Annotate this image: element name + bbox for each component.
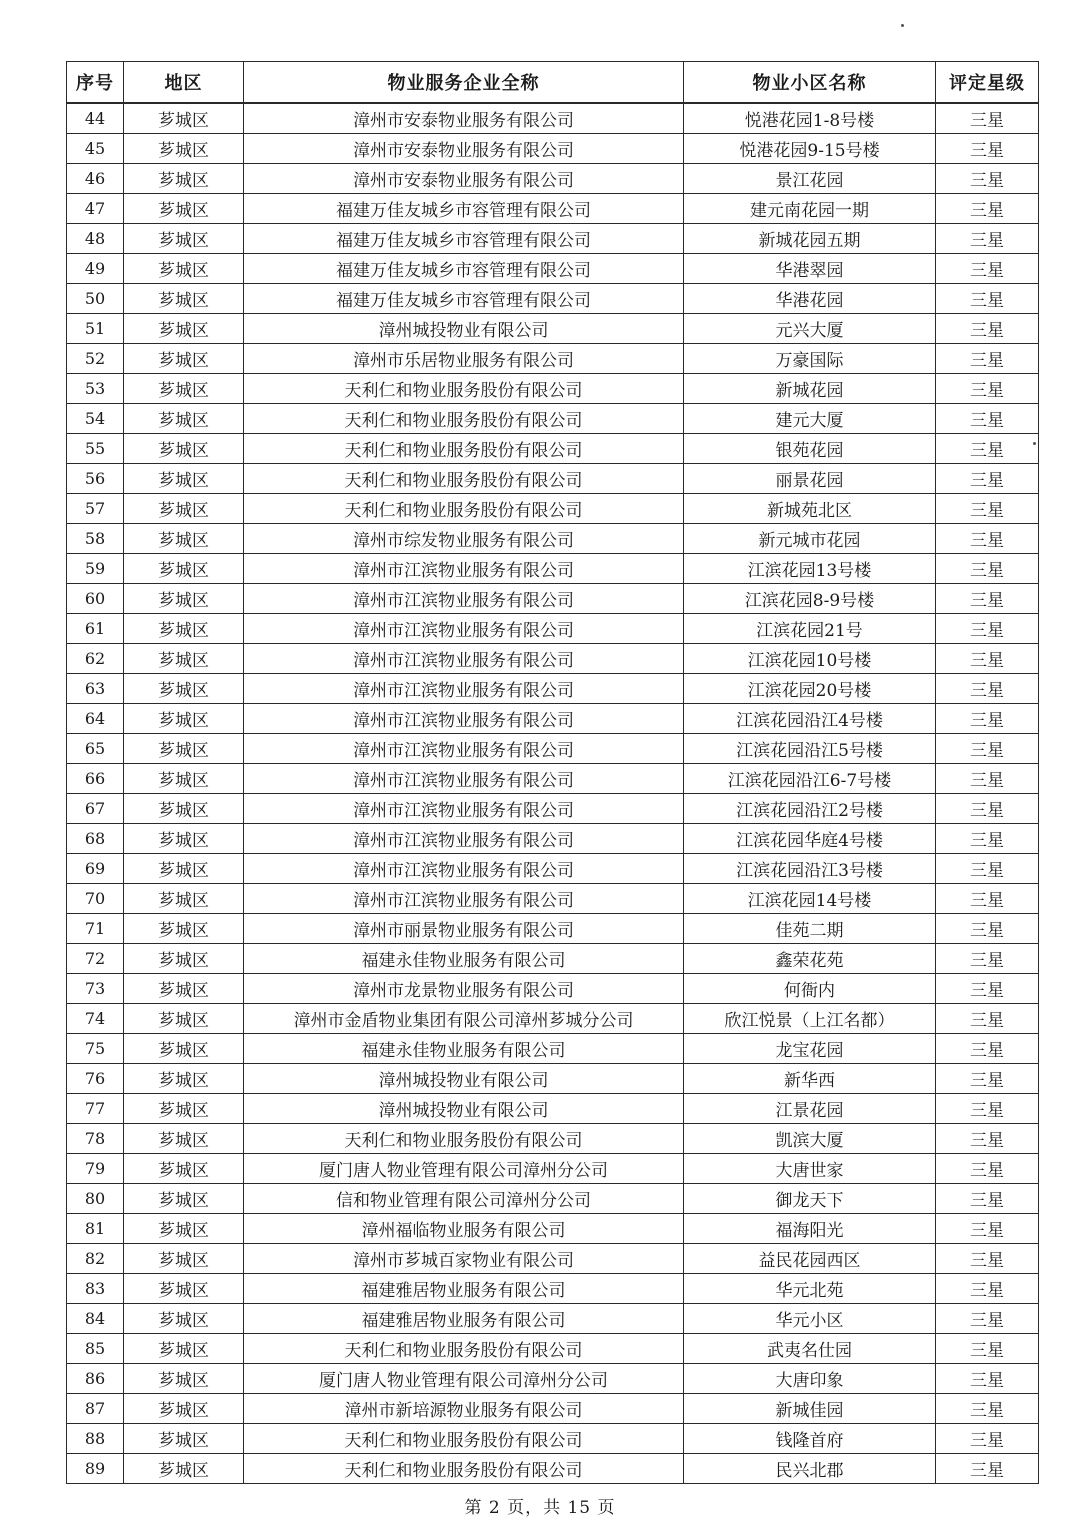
cell-region: 芗城区 [124,103,244,134]
cell-community: 银苑花园 [684,434,936,464]
table-row [67,103,1039,134]
cell-rating: 三星 [936,314,1039,344]
cell-community: 江滨花园沿江6-7号楼 [684,764,936,794]
table-row [67,1424,1039,1454]
cell-company: 漳州市安泰物业服务有限公司 [244,134,684,164]
cell-rating: 三星 [936,674,1039,704]
cell-rating: 三星 [936,1364,1039,1394]
cell-community: 华元北苑 [684,1274,936,1304]
cell-rating: 三星 [936,164,1039,194]
cell-region: 芗城区 [124,944,244,974]
table-row [67,344,1039,374]
cell-community: 大唐印象 [684,1364,936,1394]
cell-community: 江滨花园21号 [684,614,936,644]
cell-region: 芗城区 [124,1004,244,1034]
cell-rating: 三星 [936,794,1039,824]
table-row [67,1004,1039,1034]
cell-company: 福建永佳物业服务有限公司 [244,1034,684,1064]
cell-community: 御龙天下 [684,1184,936,1214]
table-row [67,1064,1039,1094]
cell-rating: 三星 [936,434,1039,464]
cell-region: 芗城区 [124,194,244,224]
cell-company: 漳州市金盾物业集团有限公司漳州芗城分公司 [244,1004,684,1034]
table-body [67,103,1039,1484]
cell-community: 武夷名仕园 [684,1334,936,1364]
table-row [67,404,1039,434]
cell-index: 68 [67,824,124,854]
table-row [67,194,1039,224]
header-index: 序号 [67,62,124,104]
cell-community: 元兴大厦 [684,314,936,344]
cell-index: 67 [67,794,124,824]
table-row [67,1394,1039,1424]
cell-community: 佳苑二期 [684,914,936,944]
cell-community: 江滨花园14号楼 [684,884,936,914]
cell-company: 漳州市江滨物业服务有限公司 [244,854,684,884]
cell-rating: 三星 [936,1244,1039,1274]
cell-company: 漳州市江滨物业服务有限公司 [244,674,684,704]
cell-community: 建元大厦 [684,404,936,434]
cell-index: 77 [67,1094,124,1124]
cell-index: 52 [67,344,124,374]
cell-community: 钱隆首府 [684,1424,936,1454]
cell-region: 芗城区 [124,734,244,764]
cell-rating: 三星 [936,614,1039,644]
table-row [67,764,1039,794]
cell-rating: 三星 [936,344,1039,374]
cell-index: 89 [67,1454,124,1484]
table-row [67,464,1039,494]
cell-region: 芗城区 [124,584,244,614]
cell-community: 华港翠园 [684,254,936,284]
cell-community: 新城佳园 [684,1394,936,1424]
cell-company: 福建雅居物业服务有限公司 [244,1304,684,1334]
cell-index: 75 [67,1034,124,1064]
cell-company: 漳州市江滨物业服务有限公司 [244,704,684,734]
cell-index: 74 [67,1004,124,1034]
table-row [67,224,1039,254]
cell-region: 芗城区 [124,644,244,674]
cell-rating: 三星 [936,554,1039,584]
cell-company: 福建万佳友城乡市容管理有限公司 [244,194,684,224]
cell-rating: 三星 [936,524,1039,554]
cell-region: 芗城区 [124,1334,244,1364]
cell-community: 福海阳光 [684,1214,936,1244]
cell-company: 漳州市江滨物业服务有限公司 [244,584,684,614]
cell-rating: 三星 [936,103,1039,134]
cell-community: 民兴北郡 [684,1454,936,1484]
cell-community: 凯滨大厦 [684,1124,936,1154]
table-row [67,1034,1039,1064]
cell-company: 福建永佳物业服务有限公司 [244,944,684,974]
cell-company: 厦门唐人物业管理有限公司漳州分公司 [244,1364,684,1394]
table-row [67,434,1039,464]
cell-rating: 三星 [936,644,1039,674]
cell-community: 江滨花园10号楼 [684,644,936,674]
cell-region: 芗城区 [124,434,244,464]
cell-company: 漳州市芗城百家物业有限公司 [244,1244,684,1274]
cell-rating: 三星 [936,1094,1039,1124]
cell-rating: 三星 [936,134,1039,164]
cell-rating: 三星 [936,884,1039,914]
cell-rating: 三星 [936,1424,1039,1454]
cell-company: 漳州市江滨物业服务有限公司 [244,764,684,794]
cell-company: 漳州市乐居物业服务有限公司 [244,344,684,374]
header-company: 物业服务企业全称 [244,62,684,104]
table-row [67,1184,1039,1214]
cell-company: 漳州城投物业有限公司 [244,1094,684,1124]
header-community: 物业小区名称 [684,62,936,104]
cell-region: 芗城区 [124,1394,244,1424]
cell-region: 芗城区 [124,314,244,344]
cell-company: 天利仁和物业服务股份有限公司 [244,404,684,434]
cell-region: 芗城区 [124,1154,244,1184]
cell-rating: 三星 [936,704,1039,734]
cell-community: 新华西 [684,1064,936,1094]
cell-rating: 三星 [936,224,1039,254]
cell-index: 50 [67,284,124,314]
table-row [67,584,1039,614]
cell-region: 芗城区 [124,1304,244,1334]
table-row [67,824,1039,854]
cell-community: 江滨花园沿江4号楼 [684,704,936,734]
cell-region: 芗城区 [124,464,244,494]
cell-community: 悦港花园9-15号楼 [684,134,936,164]
cell-community: 何衙内 [684,974,936,1004]
cell-index: 78 [67,1124,124,1154]
cell-region: 芗城区 [124,1244,244,1274]
cell-rating: 三星 [936,1154,1039,1184]
rating-table-sheet [66,61,1038,1484]
cell-company: 福建雅居物业服务有限公司 [244,1274,684,1304]
cell-rating: 三星 [936,194,1039,224]
cell-index: 76 [67,1064,124,1094]
cell-index: 82 [67,1244,124,1274]
cell-company: 漳州市丽景物业服务有限公司 [244,914,684,944]
table-row [67,674,1039,704]
cell-region: 芗城区 [124,704,244,734]
table-row [67,914,1039,944]
cell-index: 62 [67,644,124,674]
cell-community: 悦港花园1-8号楼 [684,103,936,134]
cell-index: 83 [67,1274,124,1304]
cell-company: 漳州市安泰物业服务有限公司 [244,164,684,194]
cell-community: 益民花园西区 [684,1244,936,1274]
cell-region: 芗城区 [124,1454,244,1484]
cell-index: 65 [67,734,124,764]
table-row [67,494,1039,524]
cell-company: 漳州市安泰物业服务有限公司 [244,103,684,134]
cell-company: 天利仁和物业服务股份有限公司 [244,374,684,404]
cell-rating: 三星 [936,1304,1039,1334]
cell-index: 69 [67,854,124,884]
table-row [67,974,1039,1004]
cell-index: 70 [67,884,124,914]
cell-index: 72 [67,944,124,974]
table-row [67,254,1039,284]
cell-rating: 三星 [936,374,1039,404]
cell-community: 鑫荣花苑 [684,944,936,974]
cell-rating: 三星 [936,1454,1039,1484]
cell-rating: 三星 [936,1334,1039,1364]
cell-company: 漳州市江滨物业服务有限公司 [244,644,684,674]
cell-index: 84 [67,1304,124,1334]
cell-community: 新城花园 [684,374,936,404]
cell-rating: 三星 [936,494,1039,524]
header-region: 地区 [124,62,244,104]
cell-company: 天利仁和物业服务股份有限公司 [244,464,684,494]
table-row [67,1124,1039,1154]
cell-index: 53 [67,374,124,404]
cell-index: 66 [67,764,124,794]
cell-rating: 三星 [936,1064,1039,1094]
cell-index: 49 [67,254,124,284]
cell-index: 63 [67,674,124,704]
cell-rating: 三星 [936,1004,1039,1034]
table-row [67,374,1039,404]
cell-company: 天利仁和物业服务股份有限公司 [244,434,684,464]
cell-community: 丽景花园 [684,464,936,494]
cell-region: 芗城区 [124,674,244,704]
cell-index: 48 [67,224,124,254]
cell-company: 天利仁和物业服务股份有限公司 [244,1454,684,1484]
cell-community: 江滨花园20号楼 [684,674,936,704]
cell-region: 芗城区 [124,374,244,404]
cell-region: 芗城区 [124,134,244,164]
table-row [67,134,1039,164]
cell-community: 江滨花园华庭4号楼 [684,824,936,854]
cell-index: 55 [67,434,124,464]
cell-region: 芗城区 [124,614,244,644]
cell-index: 73 [67,974,124,1004]
cell-region: 芗城区 [124,224,244,254]
cell-community: 大唐世家 [684,1154,936,1184]
cell-index: 60 [67,584,124,614]
cell-rating: 三星 [936,284,1039,314]
cell-region: 芗城区 [124,254,244,284]
cell-region: 芗城区 [124,884,244,914]
cell-region: 芗城区 [124,1184,244,1214]
cell-company: 信和物业管理有限公司漳州分公司 [244,1184,684,1214]
table-row [67,884,1039,914]
cell-community: 江滨花园沿江5号楼 [684,734,936,764]
table-row [67,524,1039,554]
cell-rating: 三星 [936,974,1039,1004]
cell-index: 61 [67,614,124,644]
cell-region: 芗城区 [124,974,244,1004]
cell-region: 芗城区 [124,1064,244,1094]
cell-region: 芗城区 [124,794,244,824]
table-row [67,1364,1039,1394]
cell-rating: 三星 [936,254,1039,284]
cell-community: 建元南花园一期 [684,194,936,224]
scan-speck [901,24,904,27]
cell-company: 漳州市江滨物业服务有限公司 [244,554,684,584]
cell-company: 漳州城投物业有限公司 [244,1064,684,1094]
cell-region: 芗城区 [124,1094,244,1124]
cell-region: 芗城区 [124,1364,244,1394]
page-footer: 第 2 页，共 15 页 [464,1498,616,1518]
cell-index: 64 [67,704,124,734]
cell-rating: 三星 [936,1124,1039,1154]
table-row [67,644,1039,674]
cell-community: 江滨花园沿江2号楼 [684,794,936,824]
cell-company: 漳州市新培源物业服务有限公司 [244,1394,684,1424]
cell-company: 漳州市龙景物业服务有限公司 [244,974,684,1004]
cell-community: 景江花园 [684,164,936,194]
table-row [67,704,1039,734]
cell-region: 芗城区 [124,764,244,794]
cell-rating: 三星 [936,584,1039,614]
cell-index: 44 [67,103,124,134]
cell-index: 71 [67,914,124,944]
cell-region: 芗城区 [124,1034,244,1064]
table-row [67,944,1039,974]
cell-community: 龙宝花园 [684,1034,936,1064]
cell-region: 芗城区 [124,1124,244,1154]
table-row [67,164,1039,194]
cell-community: 万豪国际 [684,344,936,374]
table-row [67,284,1039,314]
table-row [67,1214,1039,1244]
cell-rating: 三星 [936,734,1039,764]
cell-rating: 三星 [936,404,1039,434]
cell-rating: 三星 [936,1214,1039,1244]
cell-community: 江滨花园8-9号楼 [684,584,936,614]
cell-index: 54 [67,404,124,434]
cell-rating: 三星 [936,824,1039,854]
table-row [67,554,1039,584]
cell-community: 江景花园 [684,1094,936,1124]
cell-company: 天利仁和物业服务股份有限公司 [244,1424,684,1454]
header-rating: 评定星级 [936,62,1039,104]
cell-rating: 三星 [936,1274,1039,1304]
cell-company: 漳州市江滨物业服务有限公司 [244,794,684,824]
cell-region: 芗城区 [124,854,244,884]
cell-region: 芗城区 [124,284,244,314]
cell-region: 芗城区 [124,914,244,944]
cell-company: 厦门唐人物业管理有限公司漳州分公司 [244,1154,684,1184]
table-header-row [67,62,1039,104]
property-rating-table [66,61,1039,1484]
table-row [67,794,1039,824]
cell-index: 47 [67,194,124,224]
table-row [67,1304,1039,1334]
cell-region: 芗城区 [124,524,244,554]
table-row [67,614,1039,644]
cell-index: 80 [67,1184,124,1214]
cell-index: 79 [67,1154,124,1184]
cell-rating: 三星 [936,764,1039,794]
cell-company: 漳州市江滨物业服务有限公司 [244,614,684,644]
cell-index: 81 [67,1214,124,1244]
cell-company: 漳州城投物业有限公司 [244,314,684,344]
cell-company: 福建万佳友城乡市容管理有限公司 [244,224,684,254]
cell-index: 58 [67,524,124,554]
cell-index: 57 [67,494,124,524]
cell-index: 51 [67,314,124,344]
cell-rating: 三星 [936,914,1039,944]
cell-company: 漳州市综发物业服务有限公司 [244,524,684,554]
cell-region: 芗城区 [124,1274,244,1304]
cell-region: 芗城区 [124,824,244,854]
cell-region: 芗城区 [124,344,244,374]
cell-region: 芗城区 [124,1214,244,1244]
cell-index: 85 [67,1334,124,1364]
cell-community: 华元小区 [684,1304,936,1334]
cell-community: 新城苑北区 [684,494,936,524]
cell-index: 86 [67,1364,124,1394]
cell-index: 87 [67,1394,124,1424]
table-row [67,734,1039,764]
table-row [67,314,1039,344]
table-row [67,1094,1039,1124]
cell-region: 芗城区 [124,554,244,584]
cell-region: 芗城区 [124,404,244,434]
cell-region: 芗城区 [124,494,244,524]
table-row [67,1154,1039,1184]
cell-index: 45 [67,134,124,164]
cell-rating: 三星 [936,464,1039,494]
cell-index: 56 [67,464,124,494]
table-row [67,1274,1039,1304]
cell-community: 新元城市花园 [684,524,936,554]
cell-company: 漳州市江滨物业服务有限公司 [244,824,684,854]
table-row [67,854,1039,884]
cell-community: 欣江悦景（上江名都） [684,1004,936,1034]
table-row [67,1244,1039,1274]
cell-rating: 三星 [936,1034,1039,1064]
cell-company: 天利仁和物业服务股份有限公司 [244,1124,684,1154]
cell-rating: 三星 [936,944,1039,974]
cell-rating: 三星 [936,1184,1039,1214]
cell-index: 59 [67,554,124,584]
cell-company: 漳州市江滨物业服务有限公司 [244,734,684,764]
cell-index: 88 [67,1424,124,1454]
cell-community: 新城花园五期 [684,224,936,254]
cell-rating: 三星 [936,854,1039,884]
cell-rating: 三星 [936,1394,1039,1424]
cell-company: 漳州福临物业服务有限公司 [244,1214,684,1244]
cell-company: 天利仁和物业服务股份有限公司 [244,494,684,524]
cell-index: 46 [67,164,124,194]
table-row [67,1454,1039,1484]
cell-community: 华港花园 [684,284,936,314]
cell-community: 江滨花园13号楼 [684,554,936,584]
table-row [67,1334,1039,1364]
cell-company: 福建万佳友城乡市容管理有限公司 [244,254,684,284]
cell-region: 芗城区 [124,1424,244,1454]
cell-community: 江滨花园沿江3号楼 [684,854,936,884]
cell-region: 芗城区 [124,164,244,194]
cell-company: 漳州市江滨物业服务有限公司 [244,884,684,914]
cell-company: 福建万佳友城乡市容管理有限公司 [244,284,684,314]
cell-company: 天利仁和物业服务股份有限公司 [244,1334,684,1364]
